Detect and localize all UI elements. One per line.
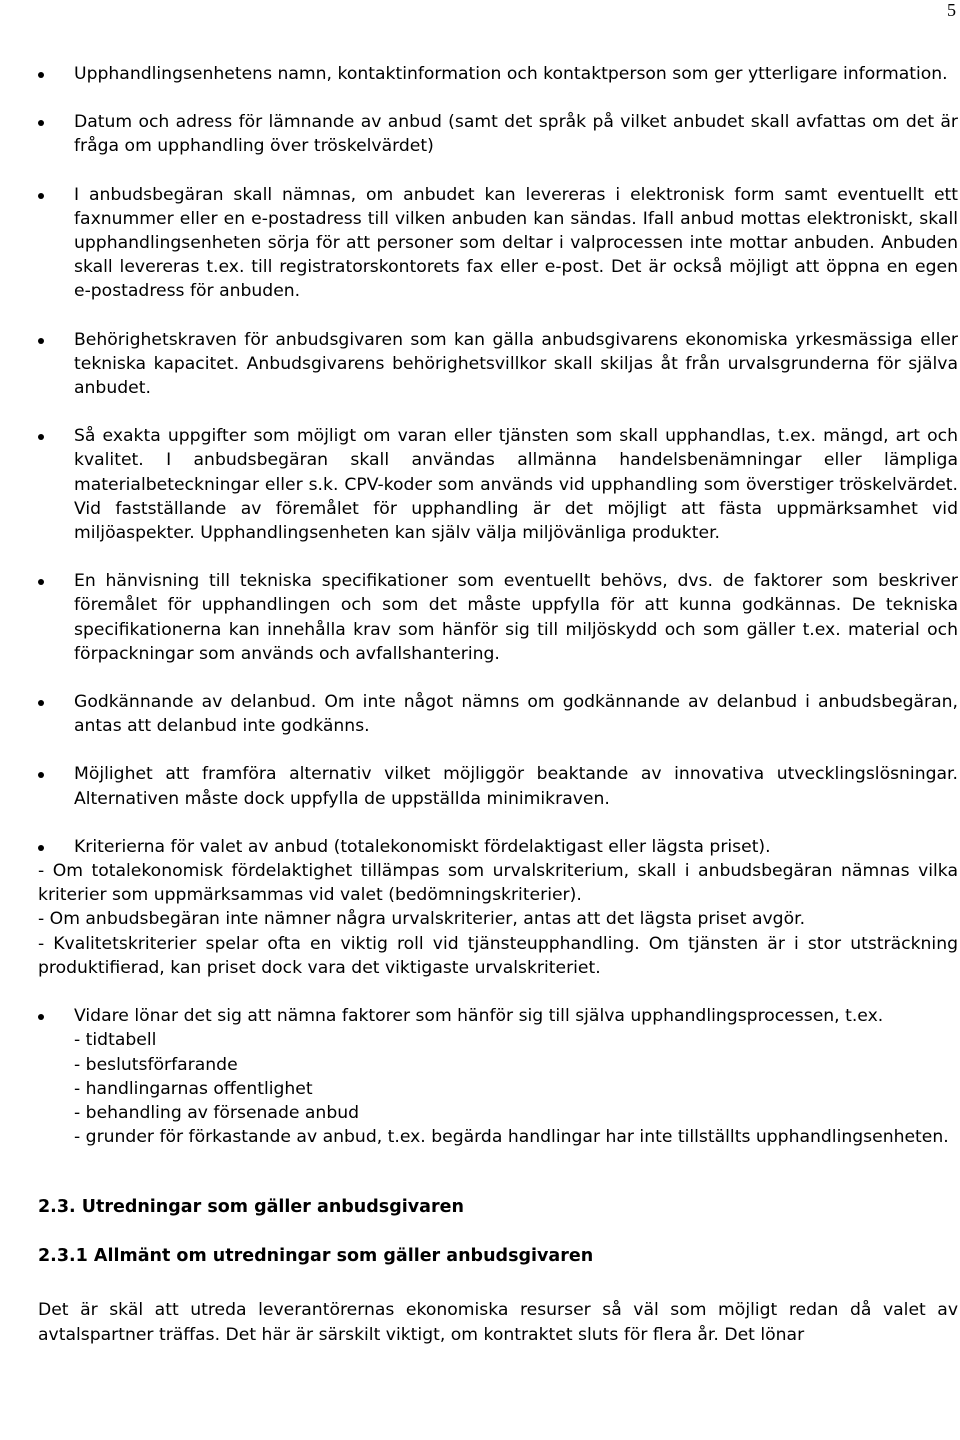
sub-item: - beslutsförfarande	[74, 1054, 238, 1075]
criteria-note: - Kvalitetskriterier spelar ofta en viktig roll vid tjänsteupphandling. Om tjänsten är i stor utsträckning produktifierad, kan priset dock vara det viktigaste urvalskriteriet.	[38, 933, 958, 978]
list-item: Vidare lönar det sig att nämna faktorer som hänför sig till själva upphandlingsprocessen, t.ex.	[38, 1004, 958, 1028]
document-body	[38, 62, 958, 1347]
sub-item: - tidtabell	[74, 1030, 157, 1051]
criteria-note: - Om anbudsbegäran inte nämner några urvalskriterier, antas att det lägsta priset avgör.	[38, 909, 806, 930]
list-item: Godkännande av delanbud. Om inte något nämns om godkännande av delanbud i anbudsbegäran, antas att delanbud inte godkänns.	[38, 690, 958, 738]
list-item: Möjlighet att framföra alternativ vilket möjliggör beaktande av innovativa utvecklingslösningar. Alternativen måste dock uppfylla de uppställda minimikraven.	[38, 762, 958, 810]
list-item: Datum och adress för lämnande av anbud (samt det språk på vilket anbudet skall avfattas om det är fråga om upphandling över tröskelvärdet)	[38, 110, 958, 158]
sub-item: - behandling av försenade anbud	[74, 1102, 360, 1123]
page-number: 5	[947, 0, 956, 20]
subsection-heading: 2.3.1 Allmänt om utredningar som gäller anbudsgivaren	[38, 1246, 594, 1267]
list-item: En hänvisning till tekniska specifikationer som eventuellt behövs, dvs. de faktorer som beskriver föremålet för upphandlingen och som det måste uppfylla för att kunna godkännas. De tekniska specifikationerna kan innehålla krav som hänför sig till miljöskydd och som gäller t.ex. material och förpackningar som används och avfallshantering.	[38, 569, 958, 666]
list-item: I anbudsbegäran skall nämnas, om anbudet kan levereras i elektronisk form samt eventuellt ett faxnummer eller en e-postadress till vilken anbuden kan sändas. Ifall anbud mottas elektroniskt, skall upphandlingsenheten sörja för att personer som deltar i valprocessen inte mottar anbuden. Anbuden skall levereras t.ex. till registratorskontorets fax eller e-post. Det är också möjligt att öppna en egen e-postadress för anbuden.	[38, 183, 958, 304]
sub-item: - handlingarnas offentlighet	[74, 1078, 313, 1099]
list-item: Kriterierna för valet av anbud (totalekonomiskt fördelaktigast eller lägsta priset).	[38, 835, 958, 859]
sub-item: - grunder för förkastande av anbud, t.ex. begärda handlingar har inte tillställts upphandlingsenheten.	[74, 1127, 949, 1148]
section-heading: 2.3. Utredningar som gäller anbudsgivaren	[38, 1197, 464, 1218]
body-paragraph: Det är skäl att utreda leverantörernas ekonomiska resurser så väl som möjligt redan då valet av avtalspartner träffas. Det här är särskilt viktigt, om kontraktet sluts för flera år. Det lönar	[38, 1300, 958, 1345]
list-item: Så exakta uppgifter som möjligt om varan eller tjänsten som skall upphandlas, t.ex. mängd, art och kvalitet. I anbudsbegäran skall användas allmänna handelsbenämningar eller lämpliga materialbeteckningar eller s.k. CPV-koder som används vid upphandling som överstiger tröskelvärdet. Vid fastställande av föremålet för upphandling är det möjligt att fästa uppmärksamhet vid miljöaspekter. Upphandlingsenheten kan själv välja miljövänliga produkter.	[38, 424, 958, 545]
list-item: Behörighetskraven för anbudsgivaren som kan gälla anbudsgivarens ekonomiska yrkesmässiga eller tekniska kapacitet. Anbudsgivarens behörighetsvillkor skall skiljas åt från urvalsgrunderna för själva anbudet.	[38, 328, 958, 401]
list-item: Upphandlingsenhetens namn, kontaktinformation och kontaktperson som ger ytterligare information.	[38, 62, 958, 86]
criteria-note: - Om totalekonomisk fördelaktighet tillämpas som urvalskriterium, skall i anbudsbegäran nämnas vilka kriterier som uppmärksammas vid valet (bedömningskriterier).	[38, 861, 958, 906]
